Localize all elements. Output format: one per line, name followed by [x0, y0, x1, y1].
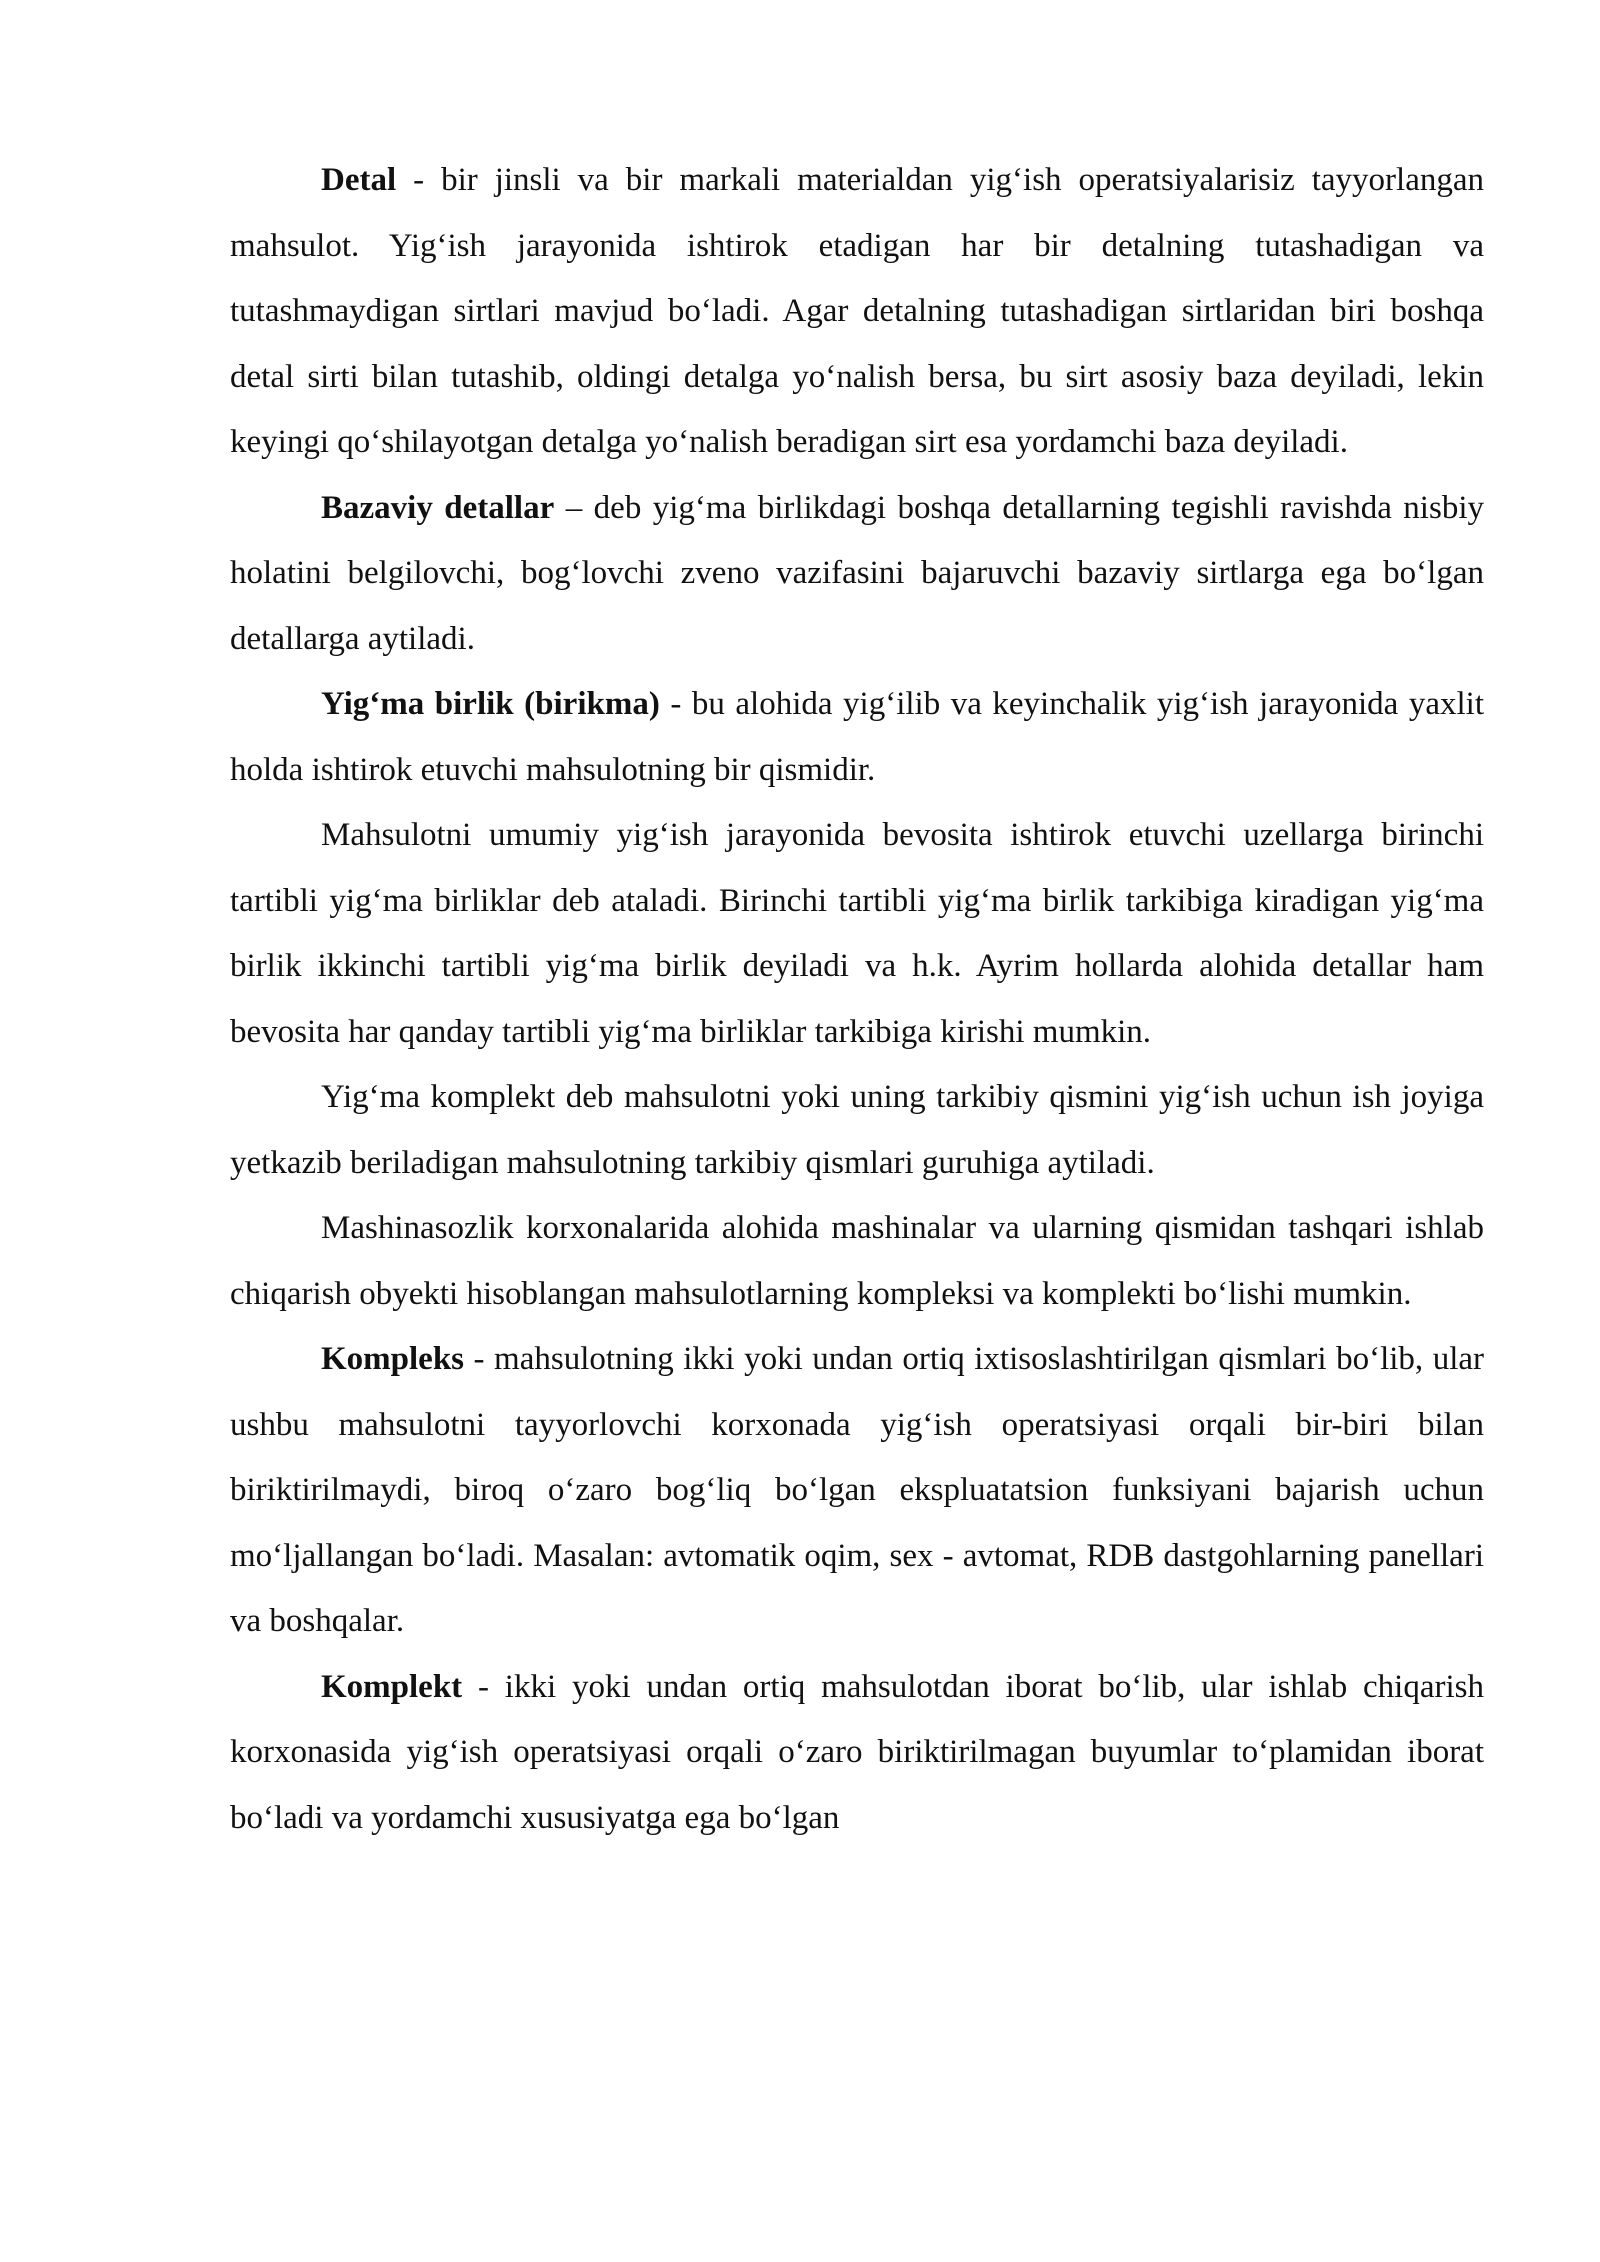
paragraph-detal: [230, 148, 1484, 476]
term-kompleks: Kompleks: [321, 1341, 465, 1377]
paragraph-yigma-komplekt: [230, 1065, 1484, 1196]
paragraph-mashinasozlik: [230, 1196, 1484, 1327]
paragraph-text: - mahsulotning ikki yoki undan ortiq ixtisoslashtirilgan qismlari bo‘lib, ular ushbu mahsulotni tayyorlovchi korxonada yig‘ish operatsiyasi orqali bir-biri bilan biriktirilmaydi, biroq o‘zaro bog‘liq bo‘lgan ekspluatatsion funksiyani bajarish uchun mo‘ljallangan bo‘ladi. Masalan: avtomatik oqim, sex - avtomat, RDB dastgohlarning panellari va boshqalar.: [230, 1341, 1484, 1639]
paragraph-text: Mahsulotni umumiy yig‘ish jarayonida bevosita ishtirok etuvchi uzellarga birinchi tartibli yig‘ma birliklar deb ataladi. Birinchi tartibli yig‘ma birlik tarkibiga kiradigan yig‘ma birlik ikkinchi tartibli yig‘ma birlik deyiladi va h.k. Ayrim hollarda alohida detallar ham bevosita har qanday tartibli yig‘ma birliklar tarkibiga kirishi mumkin.: [230, 817, 1484, 1050]
term-bazaviy-detallar: Bazaviy detallar: [321, 489, 555, 526]
paragraph-text: - bir jinsli va bir markali materialdan yig‘ish operatsiyalarisiz tayyorlangan mahsulot. Yig‘ish jarayonida ishtirok etadigan har bir detalning tutashadigan va tutashmaydigan sirtlari mavjud bo‘ladi. Agar detalning tutashadigan sirtlaridan biri boshqa detal sirti bilan tutashib, oldingi detalga yo‘nalish bersa, bu sirt asosiy baza deyiladi, lekin keyingi qo‘shilayotgan detalga yo‘nalish beradigan sirt esa yordamchi baza deyiladi.: [230, 162, 1484, 460]
paragraph-text: - bu alohida yig‘ilib va keyinchalik yig‘ish jarayonida yaxlit holda ishtirok etuvchi mahsulotning bir qismidir.: [230, 686, 1484, 788]
paragraph-text: Mashinasozlik korxonalarida alohida mashinalar va ularning qismidan tashqari ishlab chiqarish obyekti hisoblangan mahsulotlarning kompleksi va komplekti bo‘lishi mumkin.: [230, 1210, 1484, 1312]
paragraph-text: Yig‘ma komplekt deb mahsulotni yoki uning tarkibiy qismini yig‘ish uchun ish joyiga yetkazib beriladigan mahsulotning tarkibiy qismlari guruhiga aytiladi.: [230, 1079, 1484, 1181]
term-yigma-birlik: Yig‘ma birlik (birikma): [321, 686, 660, 722]
paragraph-kompleks: [230, 1327, 1484, 1655]
paragraph-birinchi-tartibli: [230, 803, 1484, 1065]
term-detal: Detal: [321, 162, 397, 198]
paragraph-yigma-birlik: [230, 672, 1484, 803]
paragraph-text: – deb yig‘ma birlikdagi boshqa detallarning tegishli ravishda nisbiy holatini belgilovchi, bog‘lovchi zveno vazifasini bajaruvchi bazaviy sirtlarga ega bo‘lgan detallarga aytiladi.: [230, 489, 1484, 657]
paragraph-text: - ikki yoki undan ortiq mahsulotdan iborat bo‘lib, ular ishlab chiqarish korxonasida yig‘ish operatsiyasi orqali o‘zaro biriktirilmagan buyumlar to‘plamidan iborat bo‘ladi va yordamchi xususiyatga ega bo‘lgan: [230, 1668, 1484, 1836]
document-body: [230, 148, 1484, 1851]
term-komplekt: Komplekt: [321, 1668, 463, 1705]
paragraph-bazaviy-detallar: [230, 476, 1484, 673]
paragraph-komplekt: [230, 1655, 1484, 1852]
